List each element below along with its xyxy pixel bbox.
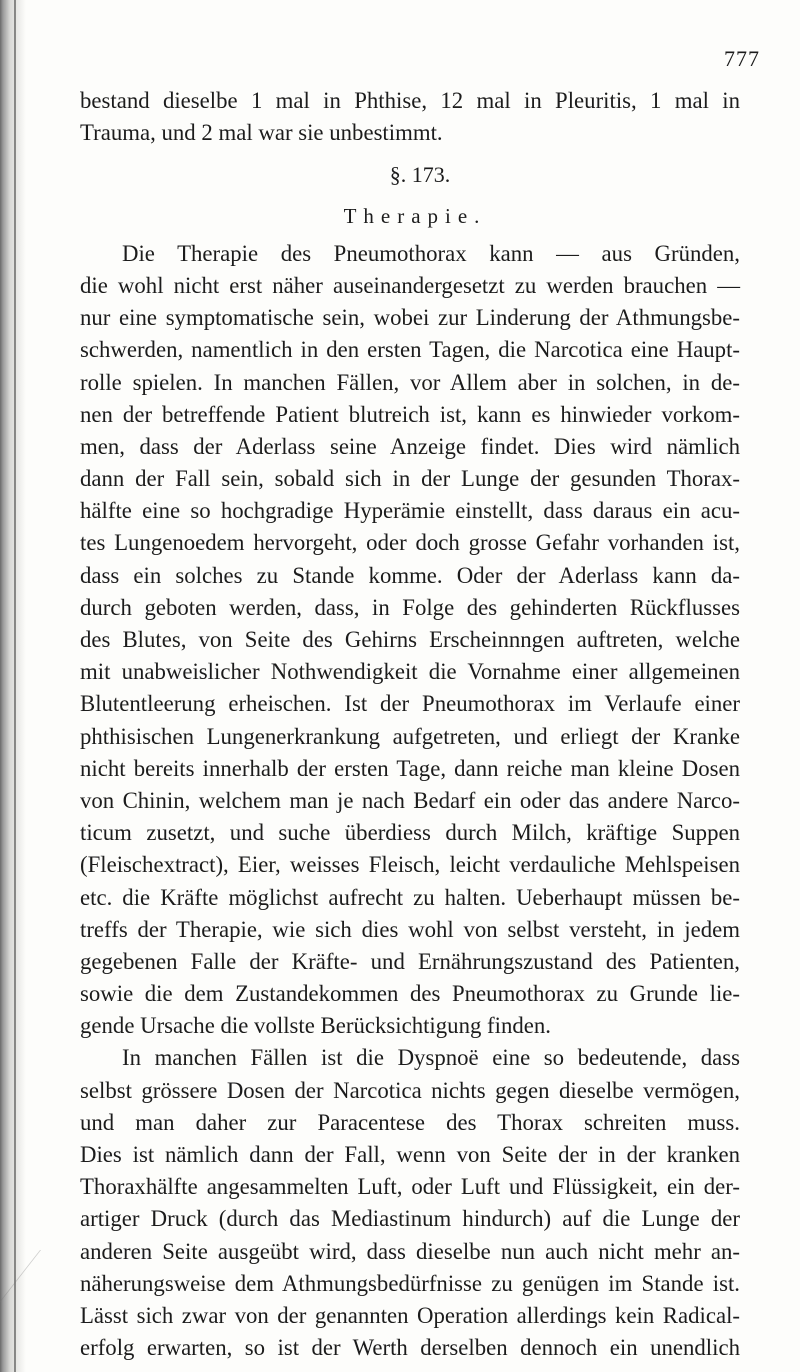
text-line: treffs der Therapie, wie sich dies wohl von selbst versteht, in jedem (80, 916, 740, 942)
text-line: Trauma, und 2 mal war sie unbestimmt. (80, 120, 443, 146)
text-line: erfolg erwarten, so ist der Werth derselben dennoch ein unendlich (80, 1335, 740, 1361)
text-line: In manchen Fällen ist die Dyspnoë eine so bedeutende, dass (122, 1045, 740, 1071)
binding-edge-shadow (0, 0, 26, 1372)
text-line: schwerden, namentlich in den ersten Tagen, die Narcotica eine Haupt- (80, 337, 740, 363)
text-line: dann der Fall sein, sobald sich in der Lunge der gesunden Thorax- (80, 466, 740, 492)
text-line: die wohl nicht erst näher auseinandergesetzt zu werden brauchen — (80, 272, 740, 298)
section-heading: Therapie. (343, 203, 487, 228)
text-line: von Chinin, welchem man je nach Bedarf ein oder das andere Narco- (80, 787, 740, 813)
text-line: nur eine symptomatische sein, wobei zur Linderung der Athmungsbe- (80, 305, 740, 331)
text-line: Lässt sich zwar von der genannten Operation allerdings kein Radical- (80, 1302, 740, 1328)
text-line: des Blutes, von Seite des Gehirns Erscheinnngen auftreten, welche (80, 627, 740, 652)
text-line: gegebenen Falle der Kräfte- und Ernährungszustand des Patienten, (80, 948, 740, 974)
text-line: gende Ursache die vollste Berücksichtigung finden. (80, 1013, 551, 1039)
text-line: Blutentleerung erheischen. Ist der Pneumothorax im Verlaufe einer (80, 691, 740, 717)
text-line: bestand dieselbe 1 mal in Phthise, 12 mal in Pleuritis, 1 mal in (80, 88, 740, 113)
text-line: artiger Druck (durch das Mediastinum hindurch) auf die Lunge der (80, 1206, 740, 1232)
section-number: §. 173. (389, 162, 451, 188)
text-line: hälfte eine so hochgradige Hyperämie einstellt, dass daraus ein acu- (80, 498, 740, 524)
text-line: Thoraxhälfte angesammelten Luft, oder Luft und Flüssigkeit, ein der- (80, 1174, 740, 1200)
text-line: mit unabweislicher Nothwendigkeit die Vornahme einer allgemeinen (80, 659, 740, 685)
text-line: nicht bereits innerhalb der ersten Tage, dann reiche man kleine Dosen (80, 755, 740, 781)
text-line: tes Lungenoedem hervorgeht, oder doch grosse Gefahr vorhanden ist, (80, 530, 740, 556)
text-line: etc. die Kräfte möglichst aufrecht zu halten. Ueberhaupt müssen be- (80, 884, 740, 910)
text-line: rolle spielen. In manchen Fällen, vor Allem aber in solchen, in de- (80, 369, 740, 395)
text-line: sowie die dem Zustandekommen des Pneumothorax zu Grunde lie- (80, 981, 740, 1007)
page-number: 777 (724, 46, 760, 71)
text-line: und man daher zur Paracentese des Thorax schreiten muss. (80, 1109, 740, 1135)
text-line: anderen Seite ausgeübt wird, dass dieselbe nun auch nicht mehr an- (80, 1238, 740, 1264)
text-line: (Fleischextract), Eier, weisses Fleisch, leicht verdauliche Mehlspeisen (80, 852, 740, 878)
text-line: phthisischen Lungenerkrankung aufgetreten, und erliegt der Kranke (80, 723, 740, 749)
text-line: selbst grössere Dosen der Narcotica nichts gegen dieselbe vermögen, (80, 1077, 740, 1103)
text-line: men, dass der Aderlass seine Anzeige findet. Dies wird nämlich (80, 433, 740, 459)
text-line: Dies ist nämlich dann der Fall, wenn von Seite der in der kranken (80, 1142, 740, 1167)
text-line: näherungsweise dem Athmungsbedürfnisse zu genügen im Stande ist. (80, 1270, 740, 1296)
text-line: ticum zusetzt, und suche überdiess durch Milch, kräftige Suppen (80, 820, 740, 846)
binding-edge-line (14, 0, 16, 1372)
text-line: Die Therapie des Pneumothorax kann — aus Gründen, (122, 240, 740, 266)
text-line: durch geboten werden, dass, in Folge des gehinderten Rückflusses (80, 594, 740, 620)
text-line: nen der betreffende Patient blutreich ist, kann es hinwieder vorkom- (80, 401, 740, 427)
body-text (80, 85, 740, 1364)
text-line: dass ein solches zu Stande komme. Oder der Aderlass kann da- (80, 562, 740, 588)
